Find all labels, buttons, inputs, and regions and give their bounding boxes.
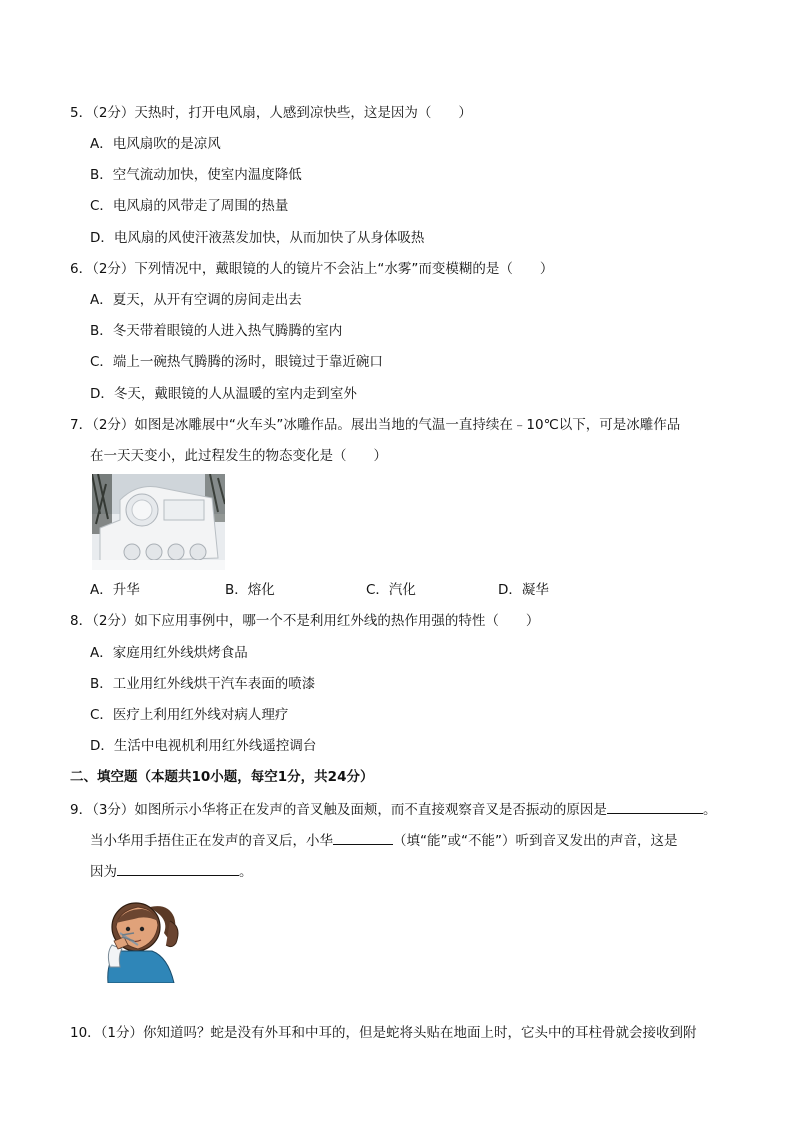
q5-option-c: C．电风扇的风带走了周围的热量 [90, 198, 289, 214]
q9-text-3a: 因为 [90, 864, 117, 880]
q9-text-2a: 当小华用手捂住正在发声的音叉后，小华 [90, 833, 333, 849]
ice-train-sculpture-image [92, 474, 225, 570]
q8-option-d: D．生活中电视机利用红外线遥控调台 [90, 738, 317, 754]
q6-option-b: B．冬天带着眼镜的人进入热气腾腾的室内 [90, 323, 343, 339]
q7-option-a: A．升华 [90, 582, 140, 598]
q6-option-c: C．端上一碗热气腾腾的汤时，眼镜过于靠近碗口 [90, 354, 383, 370]
q8-option-a: A．家庭用红外线烘烤食品 [90, 645, 248, 661]
q5-option-d: D．电风扇的风使汗液蒸发加快，从而加快了从身体吸热 [90, 230, 425, 246]
q7-option-d: D．凝华 [498, 582, 549, 598]
q9-text-3-end: 。 [239, 864, 253, 880]
q8-option-c: C．医疗上利用红外线对病人理疗 [90, 707, 289, 723]
q7-stem-line2: 在一天天变小，此过程发生的物态变化是（ ） [90, 448, 387, 464]
q7-option-b: B．熔化 [225, 582, 275, 598]
q5-stem: 5．（2分）天热时，打开电风扇，人感到凉快些，这是因为（ ） [70, 105, 472, 121]
girl-tuning-fork-illustration [98, 893, 182, 983]
q9-line2 [90, 830, 677, 851]
q9-blank-1[interactable] [607, 799, 703, 814]
q9-line1 [70, 799, 716, 820]
q8-stem: 8．（2分）如下应用事例中，哪一个不是利用红外线的热作用强的特性（ ） [70, 613, 540, 629]
q7-option-c: C．汽化 [366, 582, 416, 598]
q9-blank-2[interactable] [333, 830, 393, 845]
q9-text-1: 9．（3分）如图所示小华将正在发声的音叉触及面颊，而不直接观察音叉是否振动的原因是 [70, 802, 607, 818]
q9-text-1-end: 。 [702, 802, 717, 818]
q5-option-b: B．空气流动加快，使室内温度降低 [90, 167, 302, 183]
q9-line3 [90, 861, 253, 882]
q8-option-b: B．工业用红外线烘干汽车表面的喷漆 [90, 676, 316, 692]
q9-blank-3[interactable] [117, 861, 239, 876]
q9-text-2b: （填“能”或“不能”）听到音叉发出的声音，这是 [393, 833, 678, 849]
q6-stem: 6．（2分）下列情况中，戴眼镜的人的镜片不会沾上“水雾”而变模糊的是（ ） [70, 261, 554, 277]
section-title-fill-in: 二、填空题（本题共10小题，每空1分，共24分） [70, 769, 374, 785]
q7-stem-line1: 7．（2分）如图是冰雕展中“火车头”冰雕作品。展出当地的气温一直持续在﹣10℃以下，可是冰雕作品 [70, 417, 681, 433]
q6-option-d: D．冬天，戴眼镜的人从温暖的室内走到室外 [90, 386, 357, 402]
q10-line1: 10．（1分）你知道吗？蛇是没有外耳和中耳的，但是蛇将头贴在地面上时，它头中的耳柱骨就会接收到附 [70, 1025, 697, 1041]
q5-option-a: A．电风扇吹的是凉风 [90, 136, 221, 152]
q6-option-a: A．夏天，从开有空调的房间走出去 [90, 292, 302, 308]
